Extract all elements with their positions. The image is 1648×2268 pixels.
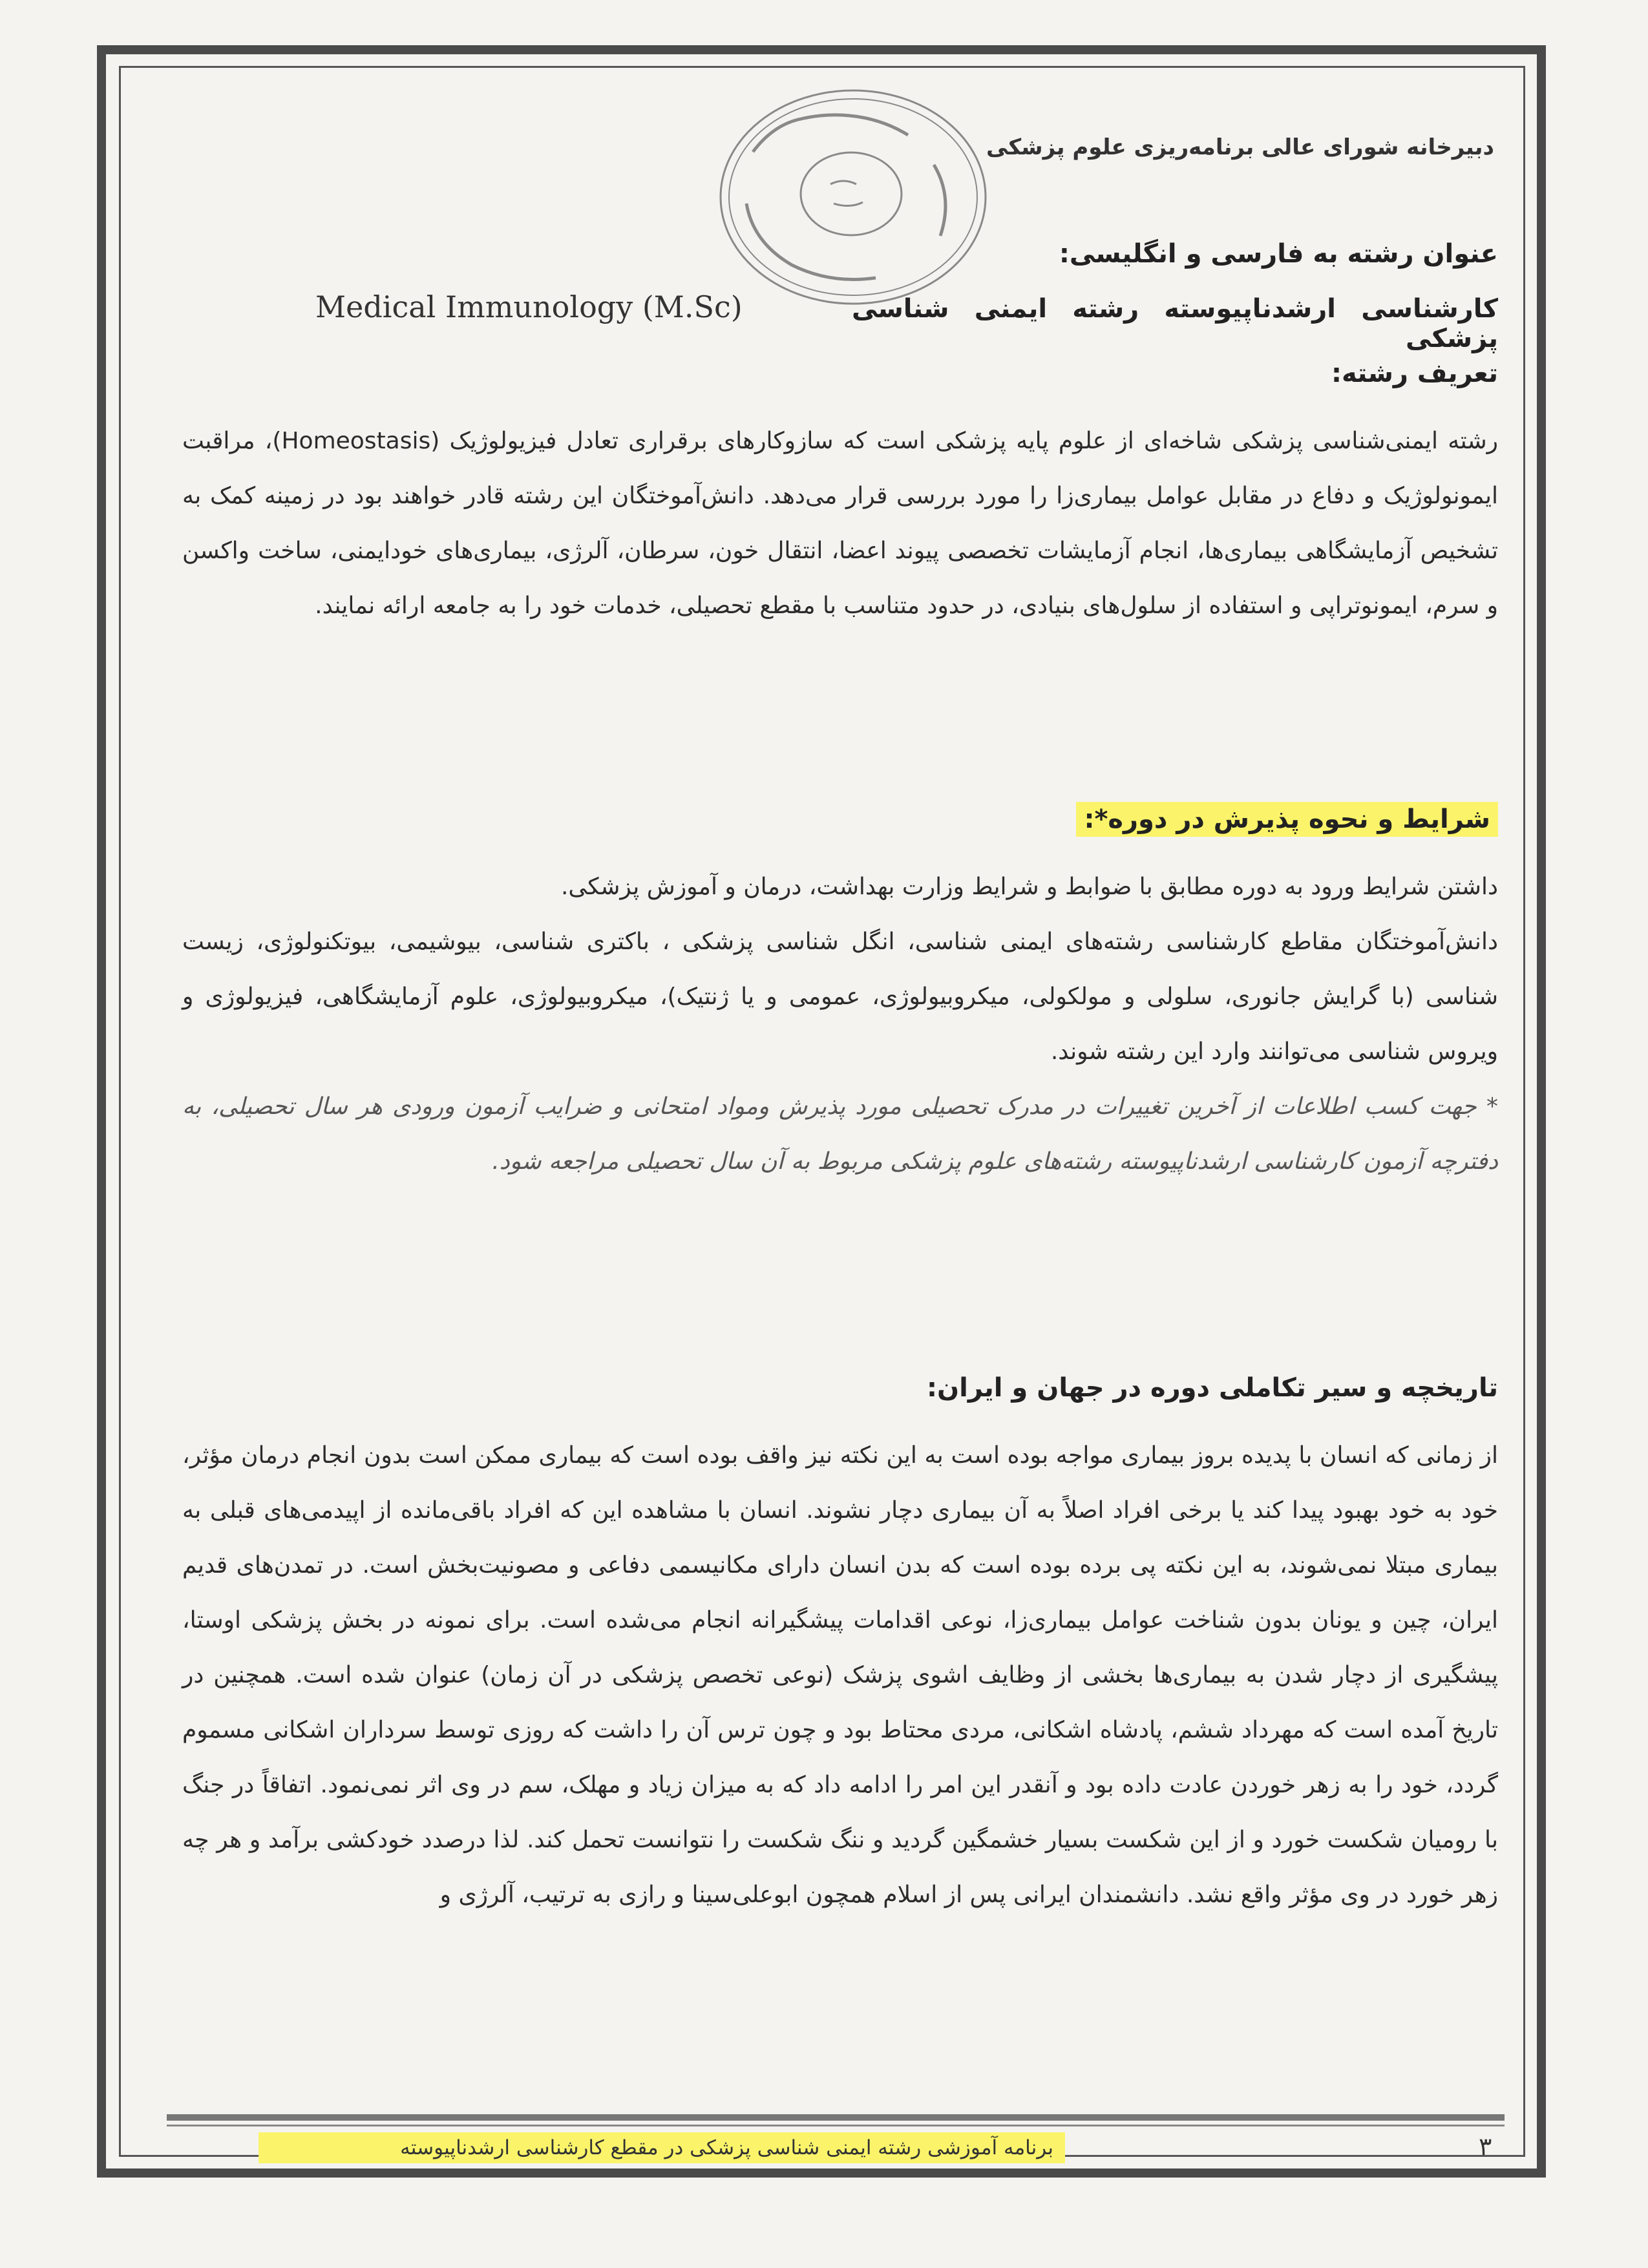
english-program-title: Medical Immunology (M.Sc) (315, 289, 743, 324)
history-paragraph: از زمانی که انسان با پدیده بروز بیماری مواجه بوده است به این نکته نیز واقف بوده است که بیماری ممکن است بدون انجام درمان مؤثر، خود به خود بهبود پیدا کند یا برخی افراد اصلاً به آن بیماری دچار نشوند. انسان با مشاهده این که افراد باقی‌مانده از اپیدمی‌های قبلی به بیماری مبتلا نمی‌شوند، به این نکته پی برده بوده است که بدن انسان دارای مکانیسمی دفاعی و مصونیت‌بخش است. در تمدن‌های قدیم ایران، چین و یونان بدون شناخت عوامل بیماری‌زا، نوعی اقدامات پیشگیرانه انجام می‌شده است. برای نمونه در بخش پزشکی اوستا، پیشگیری از دچار شدن به بیماری‌ها بخشی از وظایف اشوی پزشک (نوعی تخصص پزشکی در آن زمان) عنوان شده است. همچنین در تاریخ آمده است که مهرداد ششم، پادشاه اشکانی، مردی محتاط بود و چون ترس آن را داشت که روزی توسط سرداران اشکانی مسموم گردد، خود را به زهر خوردن عادت داده بود و آنقدر این امر را ادامه داد که به میزان زیاد و مهلک، سم در وی اثر نمی‌نمود. اتفاقاً در جنگ با رومیان شکست خورد و از این شکست بسیار خشمگین گردید و ننگ شکست را نتوانست تحمل کند. لذا درصدد خودکشی برآمد و هر چه زهر خورد در وی مؤثر واقع نشد. دانشمندان ایرانی پس از اسلام همچون ابوعلی‌سینا و رازی به ترتیب، آلرژی و (182, 1442, 1498, 1908)
footer-divider-thin (167, 2125, 1505, 2126)
title-heading: عنوان رشته به فارسی و انگلیسی: (1059, 239, 1498, 269)
admission-heading: شرایط و نحوه پذیرش در دوره*: (1076, 802, 1498, 837)
admission-note: * جهت کسب اطلاعات از آخرین تغییرات در مدرک تحصیلی مورد پذیرش ومواد امتحانی و ضرایب آزمون ورودی هر سال تحصیلی، به دفترچه آزمون کارشناسی ارشدناپیوسته رشته‌های علوم پزشکی مربوط به آن سال تحصیلی مراجعه شود. (182, 1093, 1498, 1175)
admission-paragraph-2: دانش‌آموختگان مقاطع کارشناسی رشته‌های ایمنی شناسی، انگل شناسی پزشکی ، باکتری شناسی، بیوشیمی، بیوتکنولوژی، زیست شناسی (با گرایش جانوری، سلولی و مولکولی، میکروبیولوژی، عمومی و یا ژنتیک)، میکروبیولوژی، علوم آزمایشگاهی، فیزیولوژی و ویروس شناسی می‌توانند وارد این رشته شوند. (182, 929, 1498, 1065)
admission-paragraph-1: داشتن شرایط ورود به دوره مطابق با ضوابط و شرایط وزارت بهداشت، درمان و آموزش پزشکی. (560, 874, 1498, 900)
definition-heading: تعریف رشته: (1331, 359, 1498, 388)
history-heading: تاریخچه و سیر تکاملی دوره در جهان و ایران: (927, 1373, 1498, 1403)
header-org-name: دبیرخانه شورای عالی برنامه‌ریزی علوم پزشکی (986, 134, 1494, 160)
footer-program-name: برنامه آموزشی رشته ایمنی شناسی پزشکی در مقطع کارشناسی ارشدناپیوسته (259, 2132, 1065, 2163)
page-number: ۳ (1479, 2132, 1492, 2161)
persian-program-title: کارشناسی ارشدناپیوسته رشته ایمنی شناسی پزشکی (852, 294, 1498, 353)
definition-paragraph: رشته ایمنی‌شناسی پزشکی شاخه‌ای از علوم پایه پزشکی است که سازوکارهای برقراری تعادل فیزیولوژیک (Homeostasis)، مراقبت ایمونولوژیک و دفاع در مقابل عوامل بیماری‌زا را مورد بررسی قرار می‌دهد. دانش‌آموختگان این رشته قادر خواهند بود در زمینه کمک به تشخیص آزمایشگاهی بیماری‌ها، انجام آزمایشات تخصصی پیوند اعضا، انتقال خون، سرطان، آلرژی، بیماری‌های خودایمنی، ساخت واکسن و سرم، ایمونوتراپی و استفاده از سلول‌های بنیادی، در حدود متناسب با مقطع تحصیلی، خدمات خود را به جامعه ارائه نمایند. (182, 428, 1498, 619)
official-stamp (701, 74, 1005, 320)
footer-divider (167, 2114, 1505, 2121)
